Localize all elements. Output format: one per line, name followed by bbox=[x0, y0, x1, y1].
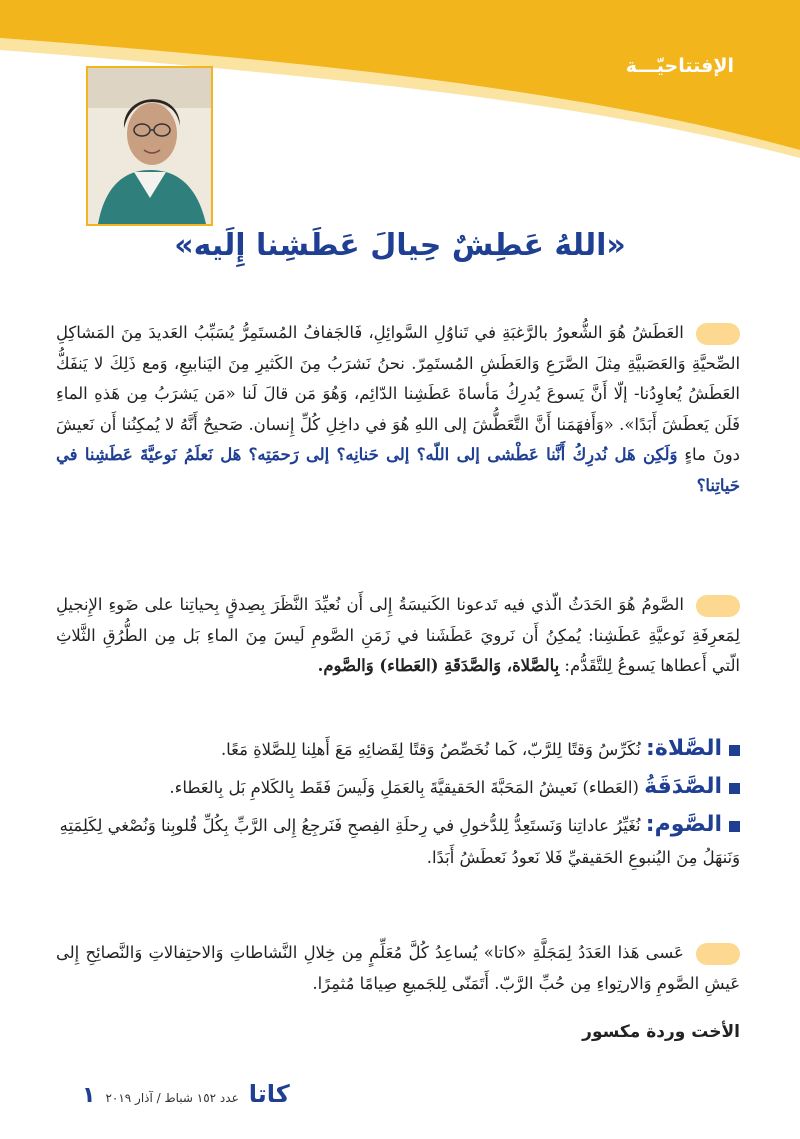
paragraph-marker bbox=[696, 595, 740, 617]
bullet-term: الصَّلاة: bbox=[646, 736, 722, 761]
bullet-square-icon bbox=[729, 783, 740, 794]
page-number: ١ bbox=[82, 1083, 96, 1108]
bullet-square-icon bbox=[729, 821, 740, 832]
intro-paragraph bbox=[56, 318, 740, 501]
issue-info: عدد ١٥٢ شباط / آذار ٢٠١٩ bbox=[105, 1091, 239, 1105]
bullet-text: نُكَرِّسُ وَقتًا لِلرَّبّ، كَما نُخَصِّصُ وَقتًا لِقَضائِهِ مَعَ أَهلِنا لِلصَّلاةِ مَعًا. bbox=[220, 740, 647, 759]
magazine-logo: كاتا bbox=[248, 1080, 290, 1108]
paragraph-marker bbox=[696, 323, 740, 345]
page-footer bbox=[82, 1080, 290, 1108]
bullet-text: (العَطاء) نَعيشُ المَحَبَّةَ الحَقيقيَّةَ بِالعَمَلِ وَلَيسَ فَقَط بِالكَلامِ بَل بِالعَطاء. bbox=[169, 778, 645, 797]
lent-text: الصَّومُ هُوَ الحَدَثُ الّذي فيه تَدعونا الكَنيسَةُ إِلى أَن نُعيِّدَ النَّظَرَ بِصِدقٍ بِحياتِنا على ضَوءِ الإِنجيلِ لِمَعرِفَةِ نَوعيَّةِ عَطَشِنا: يُمكِنُ أَن نَرويَ عَطَشَنا في زَمَنِ الصَّومِ لَيسَ مِنَ الماءِ بَل مِن الطُّرُقِ الثَّلاثِ الّتي أَعطاها يَسوعُ لِلتَّقَدُّم: bbox=[56, 595, 740, 675]
bullet-text: نُغَيِّرُ عاداتِنا وَنَستَعِدُّ لِلدُّخولِ في رِحلَةِ الفِصحِ فَنَرجِعُ إِلى الرَّبِّ بِكُلِّ قُلوبِنا وَنُصْغي لِكَلِمَتِهِ وَنَنهَلُ مِنَ اليُنبوعِ الحَقيقيِّ فَلا نَعودُ نَعطَشُ أَبَدًا. bbox=[59, 816, 740, 867]
closing-paragraph bbox=[56, 938, 740, 999]
bullet-term: الصَّدَقَةُ bbox=[644, 774, 722, 799]
signature: الأخت وردة مكسور bbox=[582, 1022, 740, 1042]
list-item bbox=[56, 733, 740, 766]
bullet-square-icon bbox=[729, 745, 740, 756]
list-item bbox=[56, 809, 740, 874]
bullet-term: الصَّوم: bbox=[645, 812, 722, 837]
author-photo bbox=[86, 66, 213, 226]
paragraph-marker bbox=[696, 943, 740, 965]
bullet-list bbox=[56, 733, 740, 879]
page-title: «اللهُ عَطِشٌ حِيالَ عَطَشِنا إِلَيه» bbox=[174, 228, 626, 263]
intro-highlight: وَلَكِن هَل نُدرِكُ أَنَّنا عَطْشى إلى اللّه؟ إلى حَنانِه؟ إلى رَحمَتِه؟ هَل نَعلَمُ نَوعيَّةَ عَطَشِنا في حَياتِنا؟ bbox=[56, 445, 740, 495]
closing-text: عَسى هَذا العَدَدُ لِمَجَلَّةِ «كاتا» يُساعِدُ كُلَّ مُعَلِّمٍ مِن خِلالِ النَّشاطاتِ وَالاحتِفالاتِ وَالنَّصائِحِ إِلى عَيشِ الصَّومِ وَالارتِواءِ مِن حُبِّ الرَّبّ. أَتَمَنّى لِلجَميعِ صِيامًا مُثمِرًا. bbox=[56, 943, 740, 993]
section-label: الإفتتاحيّـــة bbox=[625, 55, 734, 77]
lent-bold-tail: بِالصَّلاة، وَالصَّدَقَةِ (العَطاء) وَالصَّوم. bbox=[317, 656, 560, 675]
list-item bbox=[56, 771, 740, 804]
lent-paragraph bbox=[56, 590, 740, 682]
intro-text: العَطَشُ هُوَ الشُّعورُ بالرَّغبَةِ في تَناوُلِ السَّوائِلِ، فَالجَفافُ المُستَمِرُّ يُسَبِّبُ العَديدَ مِنَ المَشاكِلِ الصِّحيَّةِ وَالعَصَبيَّةِ مِثلَ الصَّرَعِ وَالعَطَشِ المُستَمِرّ. نحنُ نَشرَبُ مِنَ الكَثيرِ مِنَ اليَنابيعِ، وَمع ذَلِكَ لا يَنفَكُّ العَطَشُ يُعاوِدُنا- إلّا أَنَّ يَسوعَ يُدرِكُ مَأساةَ عَطَشِنا الدّائِم، وَهُوَ مَن قالَ لَنا «مَن يَشرَبُ مِن هَذهِ الماءِ فَلَن يَعطَشَ أَبَدًا». «وَأَفهَمَنا أَنَّ التَّعَطُّشَ إلى اللهِ هُوَ في داخِلِ كُلِّ إِنسان. صَحيحٌ أَنَّهُ لا يُمكِنُنا أَن نَعيشَ دونَ ماءٍ bbox=[56, 323, 740, 464]
